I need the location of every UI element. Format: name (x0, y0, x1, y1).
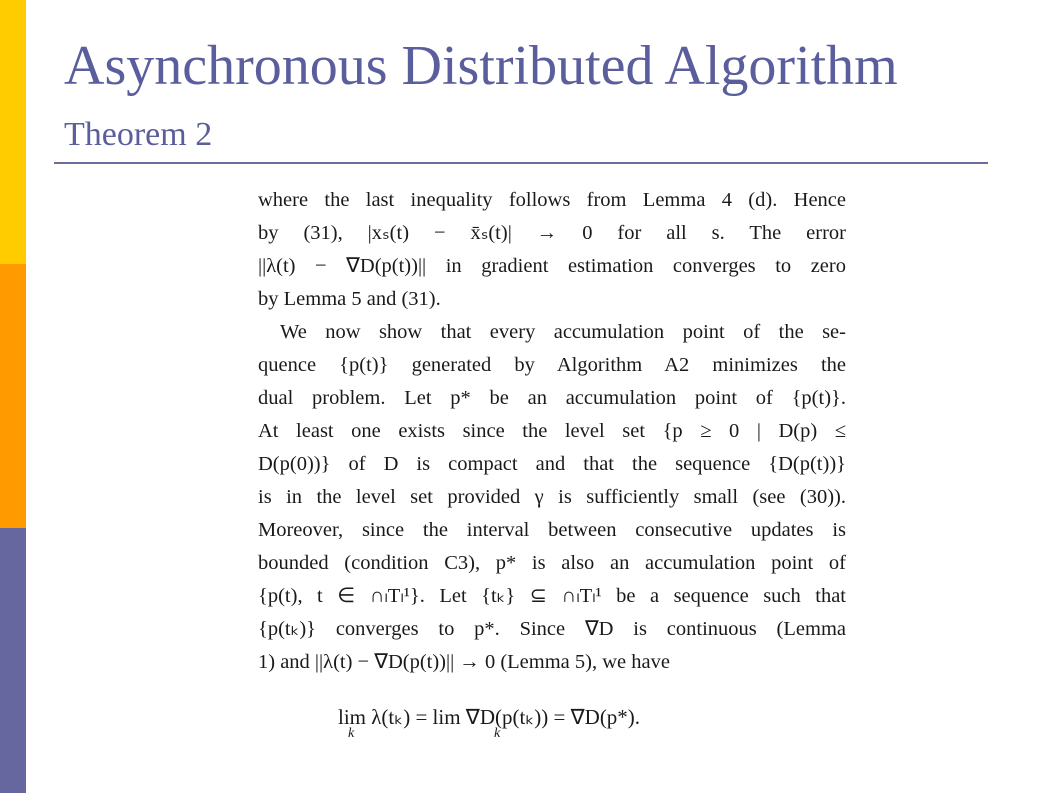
excerpt-line: Moreover, since the interval between consecutive updates is (258, 519, 846, 541)
title-divider (54, 162, 988, 164)
excerpt-line: At least one exists since the level set {p ≥ 0 | D(p) ≤ (258, 420, 846, 442)
excerpt-line: {p(tₖ)} converges to p*. Since ∇D is continuous (Lemma (258, 618, 846, 640)
limit-subscript: k (348, 726, 355, 741)
excerpt-line: is in the level set provided γ is sufficiently small (see (30)). (258, 486, 846, 508)
excerpt-line: bounded (condition C3), p* is also an accumulation point of (258, 552, 846, 574)
excerpt-line: quence {p(t)} generated by Algorithm A2 minimizes the (258, 354, 846, 376)
excerpt-line: 1) and ||λ(t) − ∇D(p(t))|| → 0 (Lemma 5), we have (258, 651, 670, 673)
excerpt-line: ||λ(t) − ∇D(p(t))|| in gradient estimation converges to zero (258, 255, 846, 277)
limit-subscript: k (494, 726, 501, 741)
excerpt-line: dual problem. Let p* be an accumulation point of {p(t)}. (258, 387, 846, 409)
accent-stripe-middle (0, 264, 26, 528)
excerpt-line: D(p(0))} of D is compact and that the sequence {D(p(t))} (258, 453, 846, 475)
excerpt-line: where the last inequality follows from Lemma 4 (d). Hence (258, 189, 846, 211)
paper-excerpt (250, 182, 860, 762)
excerpt-line: by Lemma 5 and (31). (258, 288, 441, 310)
excerpt-line: by (31), |xₛ(t) − x̄ₛ(t)| → 0 for all s. The error (258, 222, 846, 244)
slide-subtitle: Theorem 2 (64, 116, 213, 153)
excerpt-line: {p(t), t ∈ ∩ₗTₗ¹}. Let {tₖ} ⊆ ∩ₗTₗ¹ be a sequence such that (258, 585, 846, 607)
limit-equation: lim λ(tₖ) = lim ∇D(p(tₖ)) = ∇D(p*). (338, 705, 641, 729)
slide-title: Asynchronous Distributed Algorithm (64, 35, 898, 97)
accent-stripe-top (0, 0, 26, 264)
accent-stripe-bottom (0, 528, 26, 793)
excerpt-line: We now show that every accumulation point of the se- (280, 321, 846, 343)
